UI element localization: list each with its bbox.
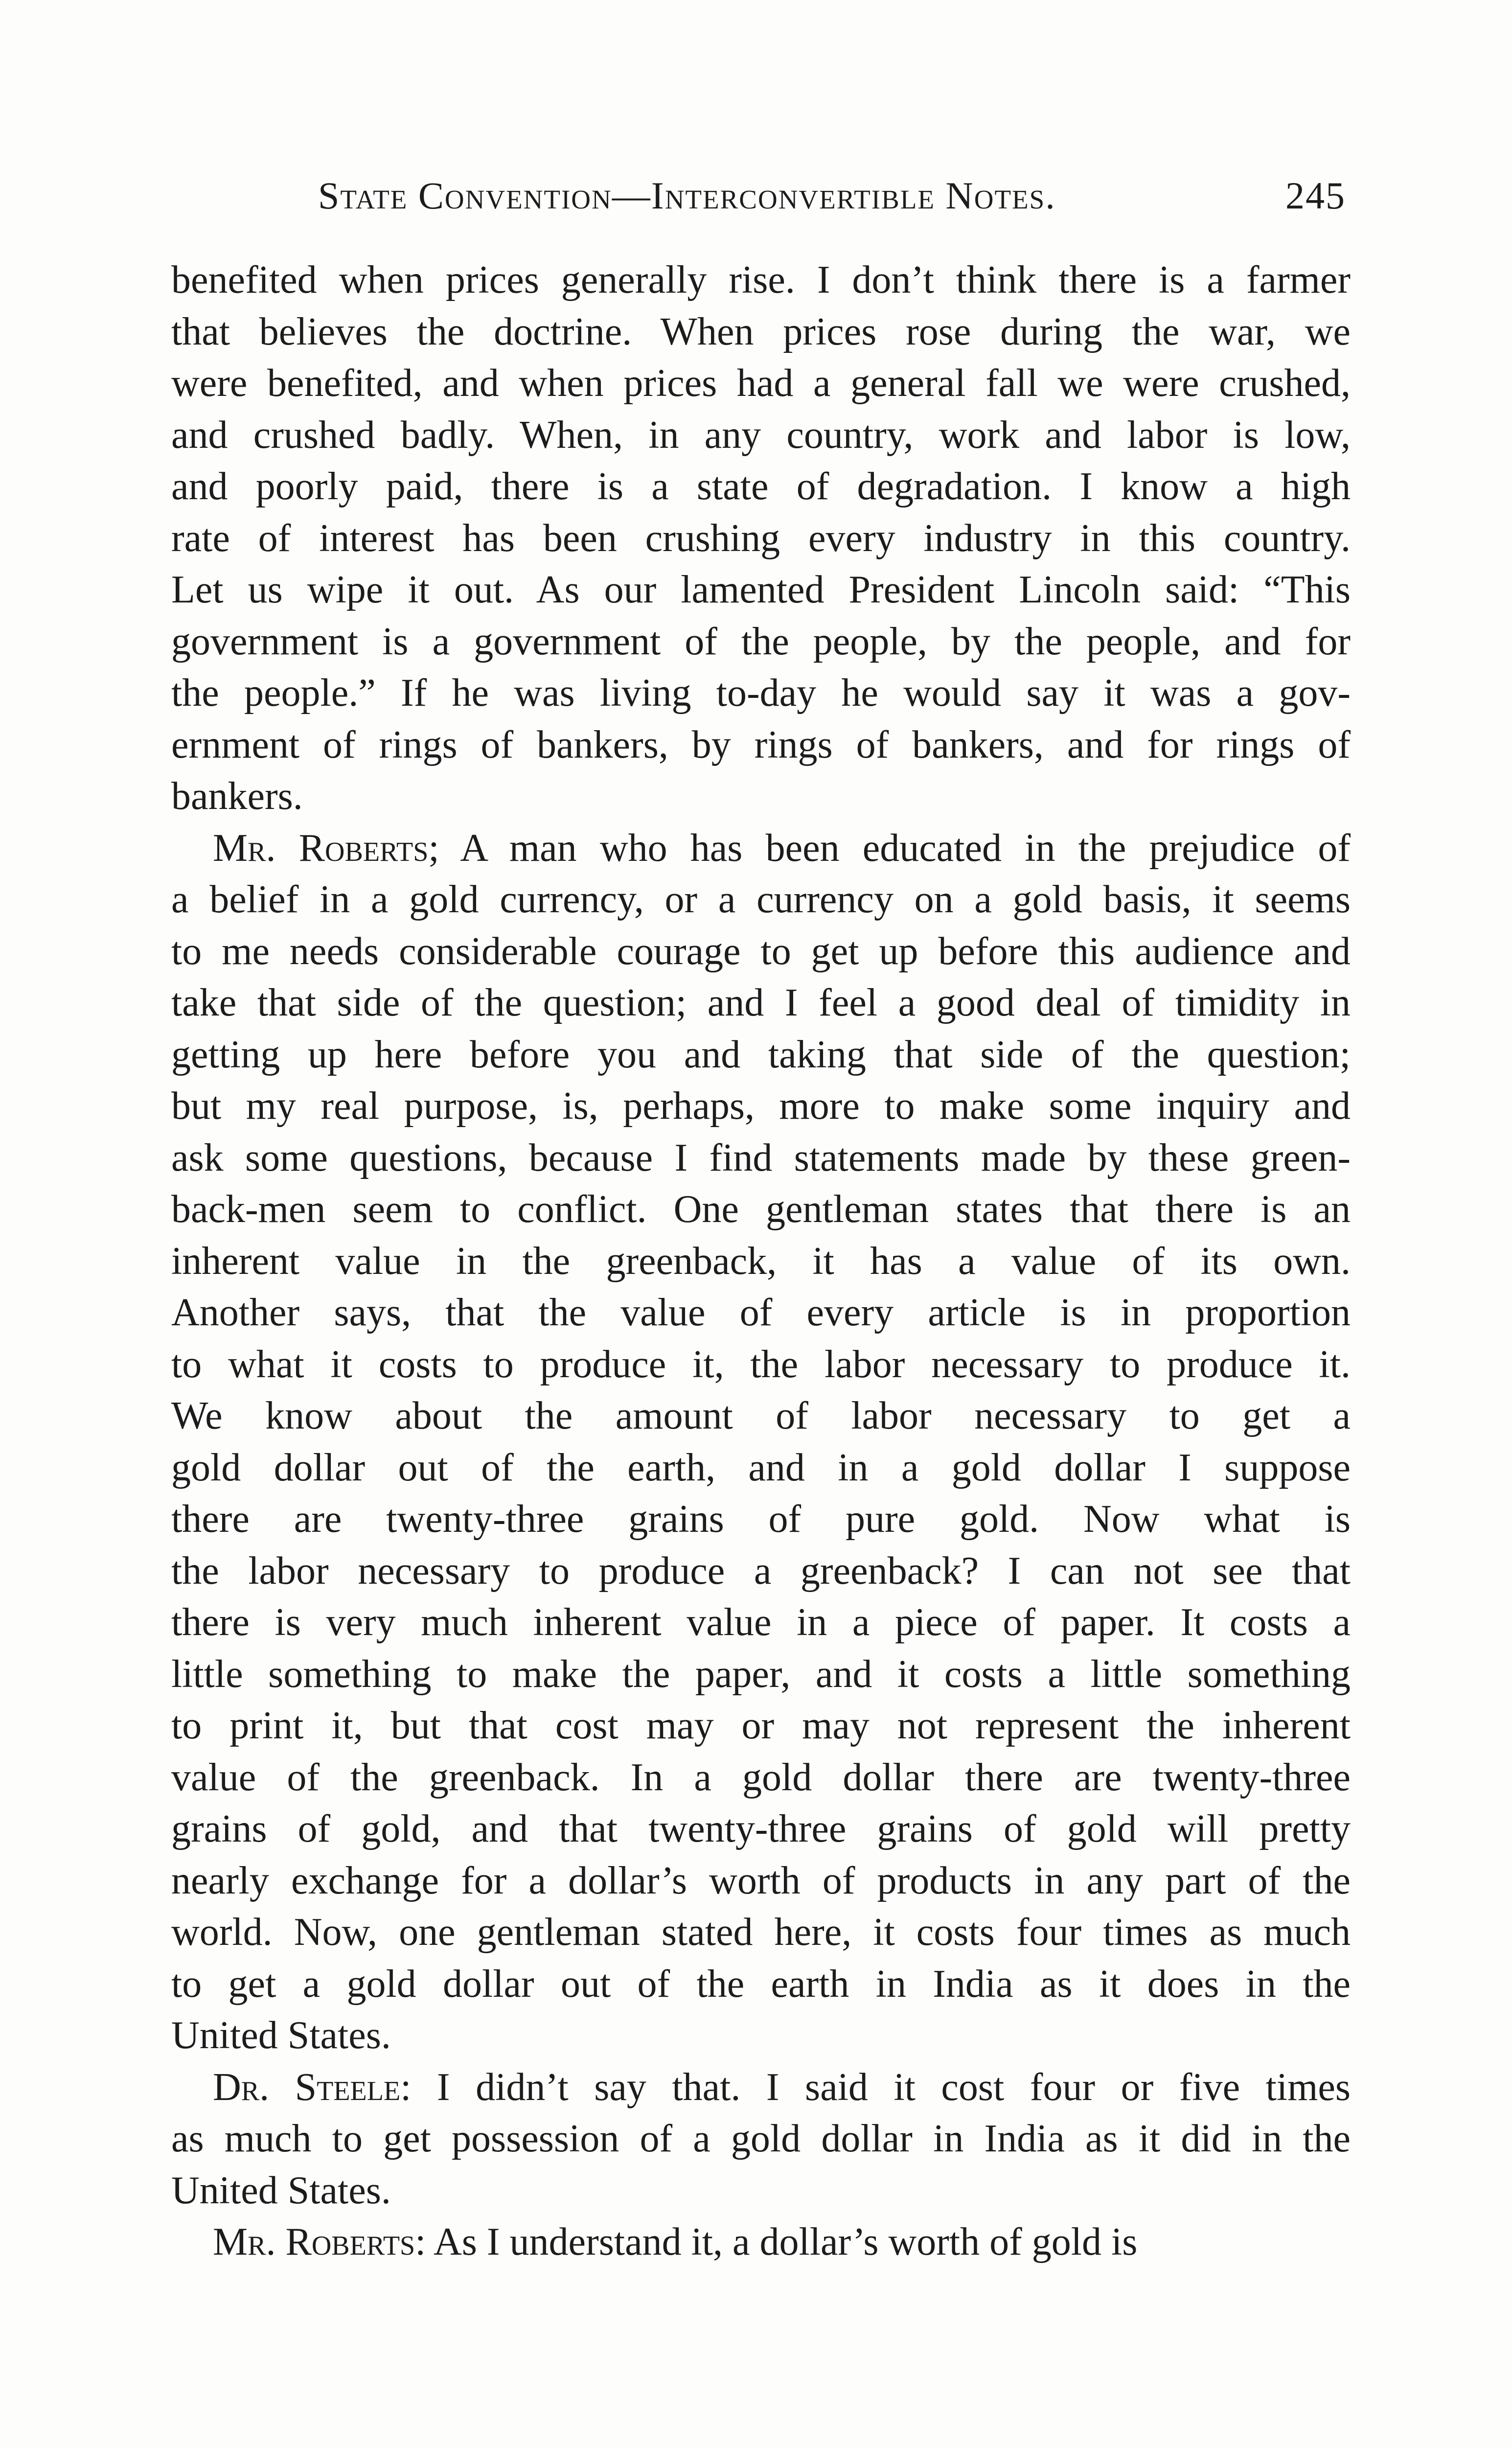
text-line [171, 1081, 1351, 1132]
text-line [171, 1442, 1351, 1494]
body-text [171, 254, 1351, 2268]
text-line [171, 1029, 1351, 1081]
text-line [171, 1803, 1351, 1855]
paragraph [171, 2062, 1351, 2217]
text-line [171, 1287, 1351, 1339]
text-line [171, 926, 1351, 978]
paragraph [171, 823, 1351, 2062]
text-line [171, 874, 1351, 926]
line-text: little something to make the paper, and it costs a little something [171, 1652, 1351, 1696]
line-text: the labor necessary to produce a greenback? I can not see that [171, 1549, 1351, 1593]
running-title: State Convention—Interconvertible Notes. [318, 174, 1056, 217]
text-line [171, 1546, 1351, 1597]
speaker-name: Mr. Roberts; [213, 826, 439, 870]
line-text: getting up here before you and taking that side of the question; [171, 1033, 1351, 1076]
text-line [171, 2010, 1351, 2062]
line-text: United States. [171, 2014, 391, 2057]
line-text: We know about the amount of labor necessary to get a [171, 1394, 1351, 1437]
line-text: value of the greenback. In a gold dollar there are twenty-three [171, 1755, 1351, 1799]
text-line [171, 2216, 1351, 2268]
text-line [171, 564, 1351, 616]
line-text: to get a gold dollar out of the earth in India as it does in the [171, 1962, 1351, 2006]
text-line [171, 1752, 1351, 1804]
text-line [171, 1184, 1351, 1236]
line-text: to print it, but that cost may or may not represent the inherent [171, 1704, 1351, 1747]
text-line [171, 461, 1351, 513]
line-text: Let us wipe it out. As our lamented President Lincoln said: “This [171, 568, 1351, 611]
line-text: inherent value in the greenback, it has a value of its own. [171, 1239, 1351, 1283]
line-text: there are twenty-three grains of pure gold. Now what is [171, 1498, 1351, 1541]
line-text: there is very much inherent value in a piece of paper. It costs a [171, 1601, 1351, 1644]
text-line [171, 2113, 1351, 2165]
line-text: that believes the doctrine. When prices rose during the war, we [171, 310, 1351, 353]
speaker-name: Mr. Roberts: [213, 2220, 426, 2263]
text-line [171, 1855, 1351, 1907]
text-line [171, 1597, 1351, 1649]
text-line [171, 1132, 1351, 1184]
line-text: ernment of rings of bankers, by rings of bankers, and for rings of [171, 723, 1351, 766]
running-header [318, 174, 1346, 232]
line-text: the people.” If he was living to-day he would say it was a gov- [171, 671, 1351, 715]
text-line [171, 358, 1351, 410]
paragraph [171, 254, 1351, 823]
line-text: ask some questions, because I find statements made by these green- [171, 1136, 1351, 1179]
speaker-name: Dr. Steele: [213, 2065, 412, 2109]
text-line [171, 2062, 1351, 2114]
text-line [171, 2165, 1351, 2217]
line-text: to me needs considerable courage to get up before this audience and [171, 929, 1351, 973]
line-text: were benefited, and when prices had a general fall we were crushed, [171, 362, 1351, 405]
page-number: 245 [1285, 174, 1346, 217]
line-text: government is a government of the people, by the people, and for [171, 620, 1351, 663]
line-text: As I understand it, a dollar’s worth of gold is [426, 2220, 1138, 2263]
text-line [171, 1390, 1351, 1442]
text-line [171, 1236, 1351, 1288]
text-line [171, 410, 1351, 462]
paragraph [171, 2216, 1351, 2268]
text-line [171, 1649, 1351, 1701]
text-line [171, 1907, 1351, 1959]
line-text: A man who has been educated in the prejudice of [439, 826, 1351, 870]
line-text: to what it costs to produce it, the labor necessary to produce it. [171, 1342, 1351, 1386]
text-line [171, 1339, 1351, 1391]
text-line [171, 1700, 1351, 1752]
line-text: and crushed badly. When, in any country, work and labor is low, [171, 413, 1351, 457]
text-line [171, 306, 1351, 358]
line-text: grains of gold, and that twenty-three grains of gold will pretty [171, 1807, 1351, 1850]
line-text: rate of interest has been crushing every industry in this country. [171, 516, 1351, 560]
line-text: but my real purpose, is, perhaps, more to make some inquiry and [171, 1085, 1351, 1128]
line-text: back-men seem to conflict. One gentleman states that there is an [171, 1188, 1351, 1231]
line-text: world. Now, one gentleman stated here, it costs four times as much [171, 1911, 1351, 1954]
text-line [171, 668, 1351, 719]
line-text: and poorly paid, there is a state of degradation. I know a high [171, 465, 1351, 508]
text-line [171, 977, 1351, 1029]
line-text: nearly exchange for a dollar’s worth of products in any part of the [171, 1859, 1351, 1902]
line-text: United States. [171, 2169, 391, 2212]
line-text: gold dollar out of the earth, and in a gold dollar I suppose [171, 1446, 1351, 1489]
text-line [171, 719, 1351, 771]
line-text: a belief in a gold currency, or a currency on a gold basis, it seems [171, 878, 1351, 921]
line-text: as much to get possession of a gold dollar in India as it did in the [171, 2117, 1351, 2160]
line-text: bankers. [171, 775, 303, 818]
text-line [171, 771, 1351, 823]
text-line [171, 823, 1351, 875]
text-line [171, 616, 1351, 668]
line-text: benefited when prices generally rise. I don’t think there is a farmer [171, 258, 1351, 301]
text-line [171, 1494, 1351, 1546]
line-text: Another says, that the value of every article is in proportion [171, 1291, 1351, 1334]
text-line [171, 513, 1351, 565]
text-line [171, 254, 1351, 306]
line-text: take that side of the question; and I feel a good deal of timidity in [171, 981, 1351, 1024]
text-line [171, 1959, 1351, 2010]
line-text: I didn’t say that. I said it cost four or five times [411, 2065, 1351, 2109]
